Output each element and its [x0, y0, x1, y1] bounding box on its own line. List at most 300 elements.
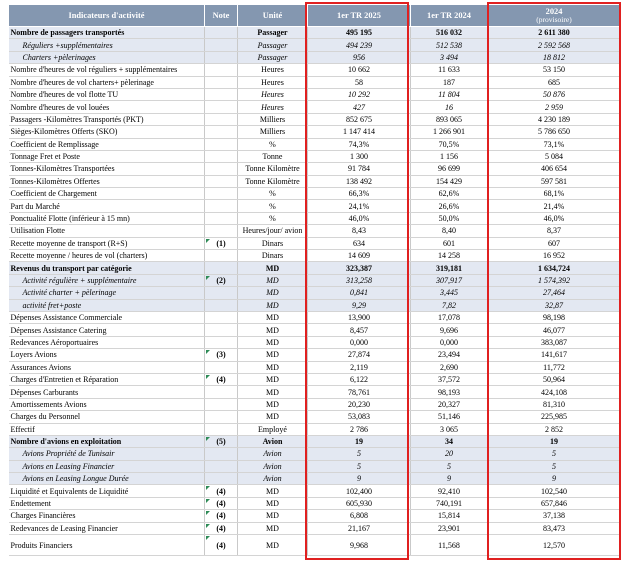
row-note: [205, 200, 238, 212]
row-value-q1-2025: [308, 336, 411, 348]
row-value-q1-2025-text: 21,167: [348, 523, 370, 533]
row-unit: [238, 349, 308, 361]
comment-marker-icon: [206, 499, 210, 503]
row-value-2024: [488, 51, 621, 63]
row-value-q1-2024: [411, 497, 488, 509]
row-unit: [238, 435, 308, 447]
comment-marker-icon: [206, 350, 210, 354]
table-row: [9, 274, 621, 286]
row-value-q1-2025-text: 8,457: [350, 325, 368, 335]
row-value-q1-2025: [308, 435, 411, 447]
row-unit-text: Passager: [257, 28, 288, 38]
row-unit: [238, 423, 308, 435]
row-value-q1-2025-text: 634: [353, 238, 365, 248]
row-unit-text: MD: [266, 337, 279, 347]
row-unit-text: Heures: [261, 102, 284, 112]
row-value-q1-2025: [308, 188, 411, 200]
row-value-q1-2025-text: 5: [357, 461, 361, 471]
row-value-q1-2024: [411, 510, 488, 522]
row-value-q1-2025-text: 138 492: [346, 176, 372, 186]
row-value-q1-2025: [308, 262, 411, 274]
row-label: [9, 150, 205, 162]
row-value-q1-2024-text: 11 804: [438, 90, 460, 100]
row-value-2024: [488, 510, 621, 522]
row-value-q1-2025: [308, 27, 411, 39]
comment-marker-icon: [206, 536, 210, 540]
row-value-q1-2025: [308, 510, 411, 522]
row-label-text: Activité régulière + supplémentaire: [22, 276, 137, 285]
row-unit: [238, 76, 308, 88]
row-value-q1-2024: [411, 535, 488, 556]
row-value-2024-text: 4 230 189: [538, 114, 570, 124]
row-value-q1-2025-text: 53,083: [348, 412, 370, 422]
row-unit-text: MD: [266, 362, 279, 372]
row-unit: [238, 27, 308, 39]
row-value-q1-2024: [411, 212, 488, 224]
row-note: [205, 64, 238, 76]
row-value-q1-2025: [308, 88, 411, 100]
row-unit-text: Milliers: [259, 127, 286, 137]
row-label-text: Avions Propriété de Tunisair: [22, 449, 115, 459]
comment-marker-icon: [206, 524, 210, 528]
row-value-q1-2024-text: 5: [447, 461, 451, 471]
row-unit-text: MD: [266, 300, 279, 310]
row-value-2024: [488, 76, 621, 88]
row-label-text: Nombre d'heures de vol charters+ pèlerinage: [10, 77, 154, 87]
row-label-text: Charges d'Entretien et Réparation: [10, 375, 119, 385]
row-unit: [238, 497, 308, 509]
row-value-q1-2025: [308, 349, 411, 361]
row-value-q1-2024-text: 7,82: [442, 300, 456, 310]
row-value-2024: [488, 225, 621, 237]
row-label: [9, 299, 205, 311]
row-note: [205, 113, 238, 125]
row-value-2024-text: 50,964: [543, 375, 565, 385]
row-value-q1-2024-text: 516 032: [436, 28, 462, 38]
row-value-2024-text: 98,198: [543, 313, 565, 323]
header-2024: [488, 5, 621, 27]
row-label: [9, 39, 205, 51]
row-value-2024-text: 37,138: [543, 511, 565, 521]
row-value-q1-2024-text: 9,696: [440, 325, 458, 335]
row-value-q1-2025-text: 852 675: [346, 114, 372, 124]
row-value-q1-2024: [411, 299, 488, 311]
table-row: [9, 126, 621, 138]
row-value-2024: [488, 535, 621, 556]
row-value-q1-2025-text: 313,258: [346, 276, 372, 285]
row-value-q1-2024: [411, 386, 488, 398]
row-value-q1-2025-text: 494 239: [346, 40, 372, 50]
row-value-q1-2025: [308, 485, 411, 497]
row-unit-text: Employé: [258, 424, 287, 434]
row-unit: [238, 386, 308, 398]
row-note: [205, 163, 238, 175]
row-value-q1-2025: [308, 361, 411, 373]
row-note: [205, 138, 238, 150]
table-row: [9, 535, 621, 556]
row-note-text: (5): [216, 437, 226, 447]
row-value-2024: [488, 64, 621, 76]
row-value-2024-text: 16 952: [543, 251, 565, 261]
row-value-2024: [488, 361, 621, 373]
row-label: [9, 113, 205, 125]
row-value-2024-text: 18 812: [543, 52, 565, 62]
row-unit-text: %: [269, 189, 276, 199]
row-value-q1-2024: [411, 51, 488, 63]
table-row: [9, 101, 621, 113]
row-value-2024: [488, 473, 621, 485]
row-value-q1-2025-text: 13,900: [348, 313, 370, 323]
row-unit-text: MD: [266, 412, 279, 422]
row-value-q1-2024: [411, 101, 488, 113]
row-unit: [238, 113, 308, 125]
row-note: [205, 510, 238, 522]
row-label: [9, 27, 205, 39]
row-value-q1-2024: [411, 336, 488, 348]
row-value-q1-2024: [411, 287, 488, 299]
row-value-q1-2025-text: 10 662: [348, 65, 370, 75]
row-value-q1-2024-text: 187: [443, 77, 455, 87]
row-label-text: Utilisation Flotte: [10, 226, 65, 236]
row-value-q1-2025: [308, 150, 411, 162]
row-value-q1-2024: [411, 76, 488, 88]
row-value-2024-text: 685: [548, 77, 560, 87]
row-label: [9, 485, 205, 497]
row-unit: [238, 88, 308, 100]
row-unit-text: Avion: [262, 437, 283, 447]
row-label: [9, 423, 205, 435]
row-note: [205, 336, 238, 348]
row-label-text: Endettement: [10, 499, 51, 509]
comment-marker-icon: [206, 375, 210, 379]
row-value-q1-2025: [308, 398, 411, 410]
row-unit-text: Heures: [261, 90, 284, 100]
row-value-q1-2025-text: 5: [357, 449, 361, 459]
row-note: [205, 299, 238, 311]
row-note-text: (4): [216, 375, 226, 385]
row-unit-text: Avion: [263, 449, 282, 459]
row-label-text: Nombre d'heures de vol louées: [10, 102, 110, 112]
row-label: [9, 138, 205, 150]
row-unit: [238, 448, 308, 460]
row-unit-text: Heures/jour/ avion: [242, 226, 303, 236]
row-note: [205, 126, 238, 138]
row-value-q1-2024: [411, 373, 488, 385]
row-unit: [238, 485, 308, 497]
row-unit-text: MD: [266, 511, 279, 521]
row-value-2024: [488, 460, 621, 472]
row-value-q1-2024: [411, 88, 488, 100]
row-value-q1-2024: [411, 460, 488, 472]
header-2024-year: 2024: [545, 7, 563, 16]
row-value-2024-text: 46,0%: [543, 214, 565, 224]
row-value-q1-2024-text: 8,40: [442, 226, 456, 236]
row-unit: [238, 299, 308, 311]
table-row: [9, 485, 621, 497]
row-value-2024: [488, 200, 621, 212]
table-row: [9, 88, 621, 100]
row-value-2024: [488, 324, 621, 336]
row-value-q1-2024: [411, 64, 488, 76]
row-value-2024-text: 5: [552, 449, 556, 459]
table-row: [9, 212, 621, 224]
table-row: [9, 386, 621, 398]
row-note-text: (4): [216, 499, 226, 509]
table-row: [9, 522, 621, 534]
row-value-q1-2024: [411, 311, 488, 323]
row-unit-text: MD: [266, 288, 279, 298]
row-value-2024-text: 12,570: [543, 540, 565, 550]
row-value-q1-2024: [411, 274, 488, 286]
table-row: [9, 175, 621, 187]
row-value-q1-2024-text: 1 156: [440, 152, 458, 162]
row-label-text: Amortissements Avions: [10, 399, 87, 409]
row-unit: [238, 237, 308, 249]
row-value-2024-text: 657,846: [541, 499, 567, 509]
row-value-2024: [488, 101, 621, 113]
row-value-q1-2024: [411, 435, 488, 447]
row-value-2024-text: 53 150: [543, 65, 565, 75]
row-value-2024-text: 46,077: [543, 325, 565, 335]
row-value-2024: [488, 113, 621, 125]
row-note: [205, 423, 238, 435]
row-unit-text: Tonne Kilomètre: [245, 164, 300, 174]
row-label: [9, 188, 205, 200]
row-unit-text: MD: [266, 375, 279, 385]
row-label: [9, 373, 205, 385]
row-unit: [238, 311, 308, 323]
row-value-q1-2025: [308, 200, 411, 212]
row-value-q1-2025: [308, 287, 411, 299]
row-label-text: Nombre d'heures de vol flotte TU: [10, 90, 119, 100]
row-note: [205, 88, 238, 100]
row-label: [9, 237, 205, 249]
row-note-text: (2): [216, 276, 226, 285]
row-value-q1-2025-text: 27,874: [348, 350, 370, 360]
row-note: [205, 373, 238, 385]
row-value-q1-2025-text: 24,1%: [348, 201, 370, 211]
row-label-text: Activité charter + pèlerinage: [22, 288, 117, 298]
row-label: [9, 274, 205, 286]
row-label-text: Effectif: [10, 424, 35, 434]
row-value-q1-2025: [308, 51, 411, 63]
row-note: [205, 250, 238, 262]
row-value-q1-2025: [308, 274, 411, 286]
row-value-2024: [488, 423, 621, 435]
row-value-q1-2024-text: 14 258: [438, 251, 460, 261]
row-unit-text: MD: [266, 313, 279, 323]
table-row: [9, 237, 621, 249]
row-value-q1-2025: [308, 448, 411, 460]
row-value-q1-2025: [308, 113, 411, 125]
row-label: [9, 448, 205, 460]
row-label-text: Assurances Avions: [10, 362, 72, 372]
row-label: [9, 497, 205, 509]
row-value-2024: [488, 398, 621, 410]
row-value-q1-2024-text: 1 266 901: [433, 127, 465, 137]
row-label: [9, 287, 205, 299]
row-unit-text: MD: [266, 499, 279, 509]
row-note: [205, 101, 238, 113]
row-value-q1-2024: [411, 175, 488, 187]
row-label-text: Dépenses Carburants: [10, 387, 79, 397]
table-row: [9, 299, 621, 311]
row-label: [9, 411, 205, 423]
row-value-2024: [488, 299, 621, 311]
row-label-text: activité fret+poste: [22, 300, 82, 310]
row-value-q1-2024-text: 37,572: [438, 375, 460, 385]
row-value-2024-text: 597 581: [541, 176, 567, 186]
comment-marker-icon: [206, 511, 210, 515]
row-value-2024: [488, 250, 621, 262]
row-value-q1-2024-text: 34: [445, 437, 453, 447]
row-label: [9, 64, 205, 76]
row-value-q1-2025: [308, 225, 411, 237]
row-label-text: Charters +pèlerinages: [22, 52, 96, 62]
row-unit: [238, 39, 308, 51]
row-value-q1-2024-text: 307,917: [436, 276, 462, 285]
table-row: [9, 250, 621, 262]
row-value-q1-2025: [308, 299, 411, 311]
row-note: [205, 225, 238, 237]
row-label: [9, 398, 205, 410]
row-value-q1-2025: [308, 39, 411, 51]
row-note-text: (4): [216, 540, 226, 550]
table-row: [9, 510, 621, 522]
row-unit-text: Tonne: [262, 152, 283, 162]
row-value-2024: [488, 175, 621, 187]
table-row: [9, 373, 621, 385]
row-value-q1-2024-text: 154 429: [436, 176, 462, 186]
row-value-q1-2024: [411, 522, 488, 534]
row-value-2024: [488, 435, 621, 447]
table-row: [9, 225, 621, 237]
row-label: [9, 163, 205, 175]
row-value-q1-2025-text: 323,387: [346, 263, 372, 273]
row-label: [9, 311, 205, 323]
row-value-2024: [488, 138, 621, 150]
row-value-2024: [488, 126, 621, 138]
table-row: [9, 76, 621, 88]
row-value-2024: [488, 39, 621, 51]
row-label-text: Dépenses Assistance Commerciale: [10, 313, 123, 323]
row-label-text: Liquidité et Equivalents de Liquidité: [10, 486, 129, 496]
table-header-row: [9, 5, 621, 27]
row-value-2024: [488, 237, 621, 249]
row-value-q1-2024: [411, 448, 488, 460]
row-note: [205, 324, 238, 336]
table-row: [9, 262, 621, 274]
row-label: [9, 361, 205, 373]
row-unit: [238, 200, 308, 212]
row-value-2024-text: 607: [548, 238, 560, 248]
row-value-q1-2024: [411, 411, 488, 423]
row-value-q1-2025: [308, 237, 411, 249]
row-label: [9, 101, 205, 113]
row-unit-text: MD: [266, 399, 279, 409]
row-unit-text: MD: [266, 350, 279, 360]
row-value-2024: [488, 311, 621, 323]
row-label: [9, 212, 205, 224]
row-label-text: Nombre d'heures de vol réguliers + supplémentaires: [10, 65, 178, 75]
row-note: [205, 237, 238, 249]
row-unit: [238, 225, 308, 237]
row-label: [9, 200, 205, 212]
row-label-text: Coefficient de Chargement: [10, 189, 97, 199]
row-unit: [238, 473, 308, 485]
row-label-text: Avions en Leasing Longue Durée: [22, 474, 129, 484]
row-value-q1-2024: [411, 237, 488, 249]
row-value-q1-2025: [308, 522, 411, 534]
row-label: [9, 510, 205, 522]
row-label-text: Dépenses Assistance Catering: [10, 325, 107, 335]
row-value-q1-2025: [308, 126, 411, 138]
row-unit: [238, 361, 308, 373]
table-row: [9, 398, 621, 410]
table-row: [9, 473, 621, 485]
row-note: [205, 76, 238, 88]
table-row: [9, 163, 621, 175]
row-label: [9, 324, 205, 336]
row-value-2024: [488, 336, 621, 348]
row-value-q1-2024: [411, 126, 488, 138]
row-value-q1-2024-text: 26,6%: [438, 201, 460, 211]
row-unit: [238, 163, 308, 175]
table-row: [9, 51, 621, 63]
row-label: [9, 225, 205, 237]
table-row: [9, 497, 621, 509]
row-note: [205, 51, 238, 63]
row-value-q1-2025: [308, 411, 411, 423]
row-unit-text: MD: [266, 325, 279, 335]
table-row: [9, 39, 621, 51]
row-label-text: Sièges-Kilomètres Offerts (SKO): [10, 127, 118, 137]
row-unit-text: %: [269, 201, 276, 211]
row-unit: [238, 274, 308, 286]
row-value-q1-2024-text: 2,690: [440, 362, 458, 372]
table-row: [9, 64, 621, 76]
row-value-q1-2025-text: 1 300: [350, 152, 368, 162]
row-label-text: Passagers -Kilomètres Transportés (PKT): [10, 114, 144, 124]
row-value-q1-2024-text: 893 065: [436, 114, 462, 124]
row-label-text: Nombre de passagers transportés: [10, 28, 125, 38]
row-label-text: Redevances Aéroportuaires: [10, 337, 99, 347]
row-value-q1-2024-text: 0,000: [440, 337, 458, 347]
row-value-q1-2025-text: 0,841: [350, 288, 368, 298]
row-unit: [238, 126, 308, 138]
row-unit: [238, 64, 308, 76]
row-value-2024-text: 102,540: [541, 486, 567, 496]
row-value-q1-2024: [411, 423, 488, 435]
row-value-2024: [488, 411, 621, 423]
row-unit-text: %: [269, 139, 276, 149]
row-value-q1-2024-text: 319,181: [436, 263, 462, 273]
row-value-2024: [488, 386, 621, 398]
row-value-q1-2024: [411, 398, 488, 410]
row-value-q1-2024: [411, 225, 488, 237]
row-value-2024-text: 8,37: [547, 226, 561, 236]
activity-indicators-table-container: [8, 4, 620, 556]
row-unit: [238, 535, 308, 556]
row-unit: [238, 522, 308, 534]
comment-marker-icon: [206, 437, 210, 441]
row-value-q1-2024-text: 11 633: [438, 65, 460, 75]
row-value-2024: [488, 188, 621, 200]
table-body: [9, 27, 621, 556]
row-value-q1-2024-text: 51,146: [438, 412, 460, 422]
row-value-q1-2024: [411, 324, 488, 336]
row-unit-text: MD: [266, 523, 279, 533]
